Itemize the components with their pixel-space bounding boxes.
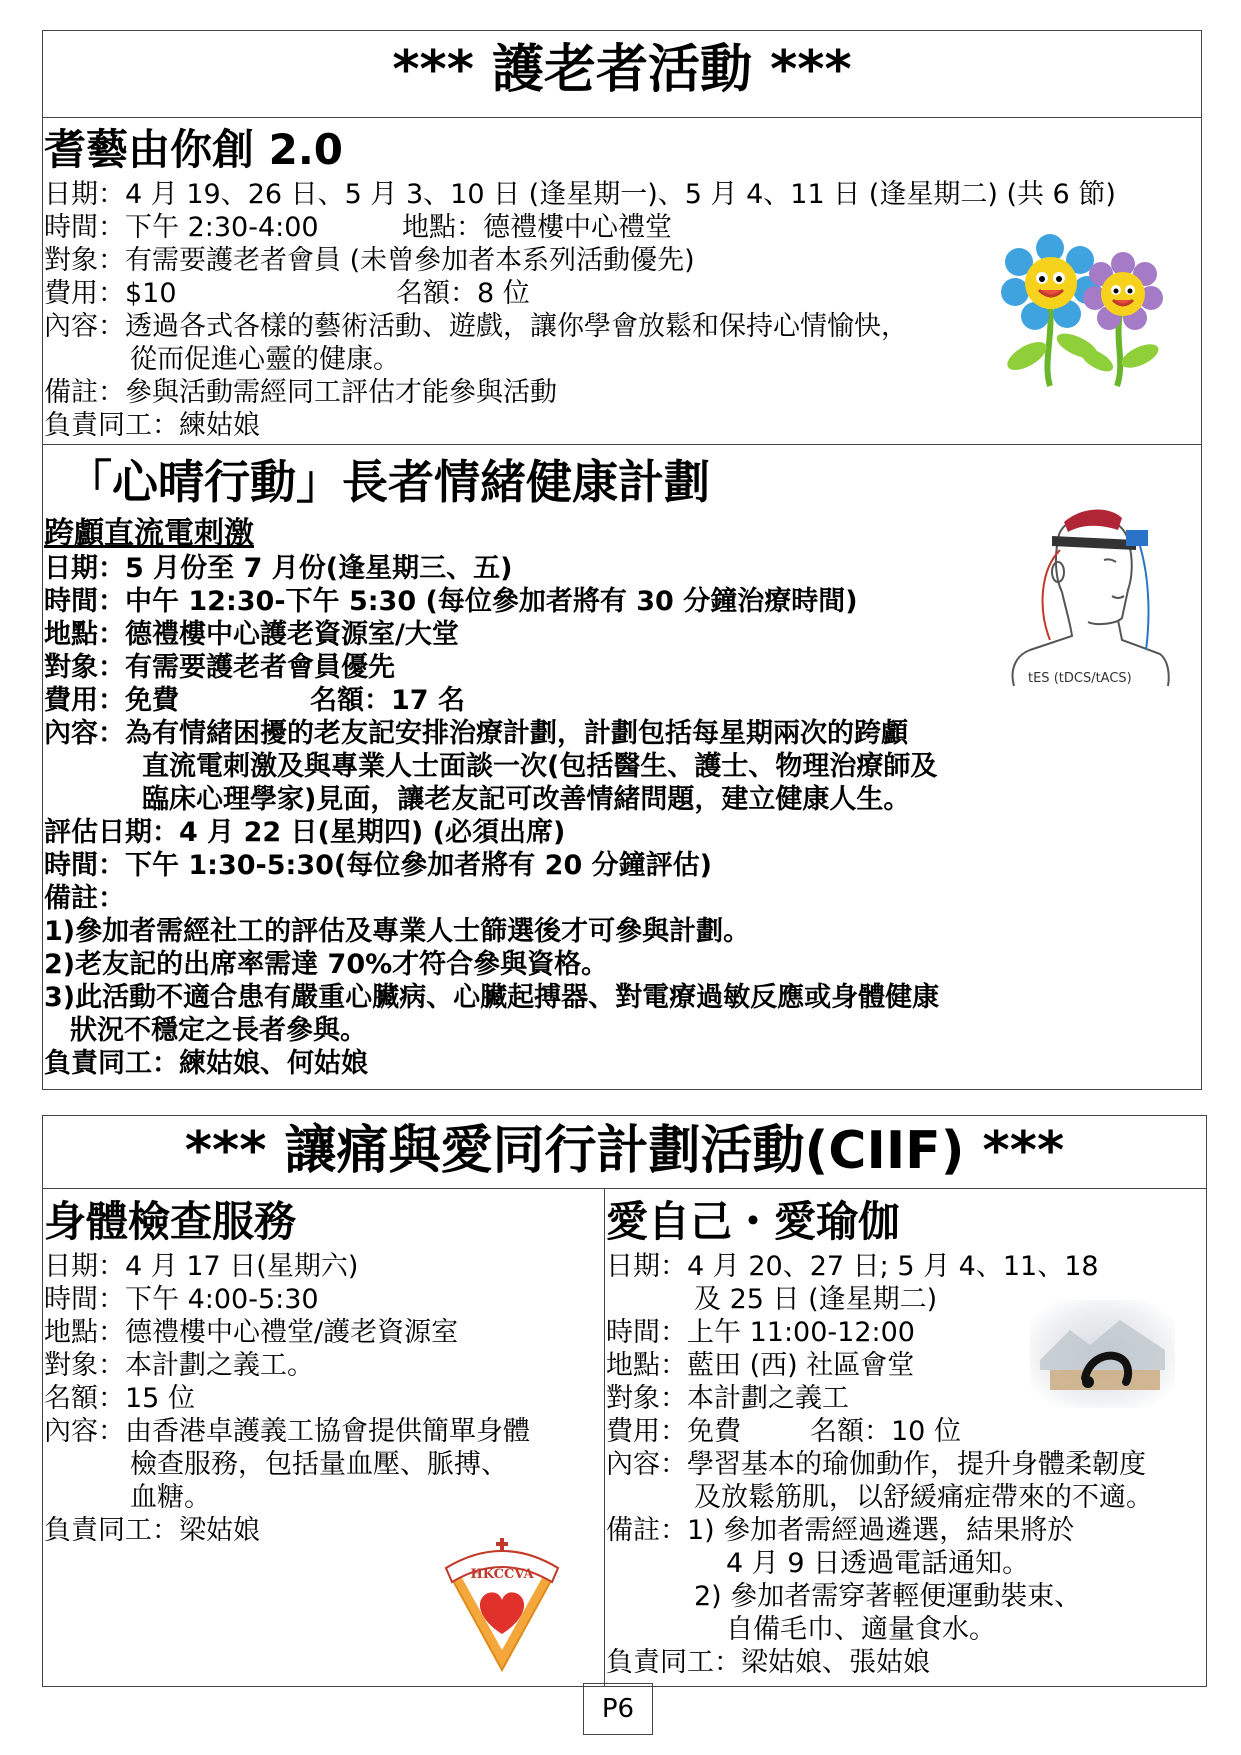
yoga-title: 愛自己・愛瑜伽 bbox=[606, 1197, 901, 1246]
yoga-quota: 名額：10 位 bbox=[810, 1416, 961, 1447]
yoga-photo bbox=[1030, 1300, 1175, 1408]
tes-head-illustration bbox=[1000, 500, 1175, 690]
event2-assessment-time: 時間：下午 1:30-5:30(每位參加者將有 20 分鐘評估) bbox=[44, 850, 712, 881]
health-check-content-cont1: 檢查服務，包括量血壓、脈搏、 bbox=[130, 1449, 508, 1480]
event1-target: 對象：有需要護老者會員 (未曾參加者本系列活動優先) bbox=[44, 245, 695, 276]
section1-header: *** 護老者活動 *** bbox=[392, 40, 852, 100]
yoga-venue: 地點：藍田 (西) 社區會堂 bbox=[606, 1350, 915, 1381]
event2-fee: 費用：免費 bbox=[44, 685, 179, 716]
event2-remark-label: 備註： bbox=[44, 883, 125, 914]
yoga-target: 對象：本計劃之義工 bbox=[606, 1383, 849, 1414]
event1-venue: 地點：德禮樓中心禮堂 bbox=[402, 212, 672, 243]
yoga-content: 內容：學習基本的瑜伽動作，提升身體柔韌度 bbox=[606, 1449, 1146, 1480]
yoga-remark-2-cont: 自備毛巾、適量食水。 bbox=[726, 1614, 996, 1645]
yoga-remark-1: 備註：1) 參加者需經過遴選，結果將於 bbox=[606, 1515, 1075, 1546]
event2-subtitle: 跨顱直流電刺激 bbox=[44, 516, 254, 551]
event2-remark-2: 2)老友記的出席率需達 70%才符合參與資格。 bbox=[44, 949, 609, 980]
hkccva-logo bbox=[440, 1538, 565, 1674]
event2-content-cont2: 臨床心理學家)見面，讓老友記可改善情緒問題，建立健康人生。 bbox=[142, 784, 911, 815]
health-check-staff: 負責同工：梁姑娘 bbox=[44, 1515, 260, 1546]
yoga-time: 時間：上午 11:00-12:00 bbox=[606, 1317, 915, 1348]
health-check-title: 身體檢查服務 bbox=[44, 1197, 297, 1246]
flowers-illustration bbox=[995, 228, 1170, 388]
event2-title: 「心晴行動」長者情緒健康計劃 bbox=[66, 455, 710, 509]
hkccva-logo-text: HKCCVA bbox=[470, 1567, 534, 1582]
health-check-quota: 名額：15 位 bbox=[44, 1383, 195, 1414]
event2-venue: 地點：德禮樓中心護老資源室/大堂 bbox=[44, 619, 459, 650]
health-check-content: 內容：由香港卓護義工協會提供簡單身體 bbox=[44, 1416, 530, 1447]
event1-title: 耆藝由你創 2.0 bbox=[44, 125, 344, 174]
yoga-content-cont: 及放鬆筋肌，以舒緩痛症帶來的不適。 bbox=[694, 1482, 1153, 1513]
event1-quota: 名額：8 位 bbox=[396, 278, 530, 309]
page-number: P6 bbox=[583, 1683, 653, 1735]
section2-column-divider bbox=[604, 1188, 605, 1687]
event1-date: 日期：4 月 19、26 日、5 月 3、10 日 (逢星期一)、5 月 4、11 日 (逢星期二) (共 6 節) bbox=[44, 179, 1116, 210]
tes-caption: tES (tDCS/tACS) bbox=[1028, 671, 1132, 686]
yoga-remark-2: 2) 參加者需穿著輕便運動裝束、 bbox=[694, 1581, 1082, 1612]
yoga-remark-1-cont: 4 月 9 日透過電話通知。 bbox=[726, 1548, 1030, 1579]
yoga-fee: 費用：免費 bbox=[606, 1416, 741, 1447]
event1-remark: 備註：參與活動需經同工評估才能參與活動 bbox=[44, 377, 557, 408]
yoga-date-cont: 及 25 日 (逢星期二) bbox=[694, 1284, 938, 1315]
event1-time: 時間：下午 2:30-4:00 bbox=[44, 212, 319, 243]
event2-staff: 負責同工：練姑娘、何姑娘 bbox=[44, 1048, 368, 1079]
health-check-date: 日期：4 月 17 日(星期六) bbox=[44, 1251, 359, 1282]
event1-fee: 費用：$10 bbox=[44, 278, 177, 309]
event2-time: 時間：中午 12:30-下午 5:30 (每位參加者將有 30 分鐘治療時間) bbox=[44, 586, 858, 617]
health-check-time: 時間：下午 4:00-5:30 bbox=[44, 1284, 319, 1315]
event2-target: 對象：有需要護老者會員優先 bbox=[44, 652, 395, 683]
event2-remark-1: 1)參加者需經社工的評估及專業人士篩選後才可參與計劃。 bbox=[44, 916, 751, 947]
health-check-venue: 地點：德禮樓中心禮堂/護老資源室 bbox=[44, 1317, 459, 1348]
event1-staff: 負責同工：練姑娘 bbox=[44, 410, 260, 441]
health-check-target: 對象：本計劃之義工。 bbox=[44, 1350, 314, 1381]
event-divider bbox=[42, 444, 1202, 445]
yoga-staff: 負責同工：梁姑娘、張姑娘 bbox=[606, 1647, 930, 1678]
section2-header-divider bbox=[42, 1188, 1207, 1189]
event2-content-cont1: 直流電刺激及與專業人士面談一次(包括醫生、護士、物理治療師及 bbox=[142, 751, 938, 782]
event2-content: 內容：為有情緒困擾的老友記安排治療計劃，計劃包括每星期兩次的跨顱 bbox=[44, 718, 908, 749]
health-check-content-cont2: 血糖。 bbox=[130, 1482, 211, 1513]
event2-assessment-date: 評估日期：4 月 22 日(星期四) (必須出席) bbox=[44, 817, 566, 848]
event1-content: 內容：透過各式各樣的藝術活動、遊戲，讓你學會放鬆和保持心情愉快， bbox=[44, 311, 908, 342]
section2-header: *** 讓痛與愛同行計劃活動(CIIF) *** bbox=[184, 1121, 1065, 1181]
yoga-date: 日期：4 月 20、27 日; 5 月 4、11、18 bbox=[606, 1251, 1099, 1282]
event2-remark-3: 3)此活動不適合患有嚴重心臟病、心臟起搏器、對電療過敏反應或身體健康 bbox=[44, 982, 940, 1013]
event2-remark-3-cont: 狀況不穩定之長者參與。 bbox=[70, 1015, 367, 1046]
event1-content-cont: 從而促進心靈的健康。 bbox=[130, 344, 400, 375]
event2-quota: 名額：17 名 bbox=[310, 685, 465, 716]
section1-header-divider bbox=[42, 117, 1202, 118]
event2-date: 日期：5 月份至 7 月份(逢星期三、五) bbox=[44, 553, 513, 584]
